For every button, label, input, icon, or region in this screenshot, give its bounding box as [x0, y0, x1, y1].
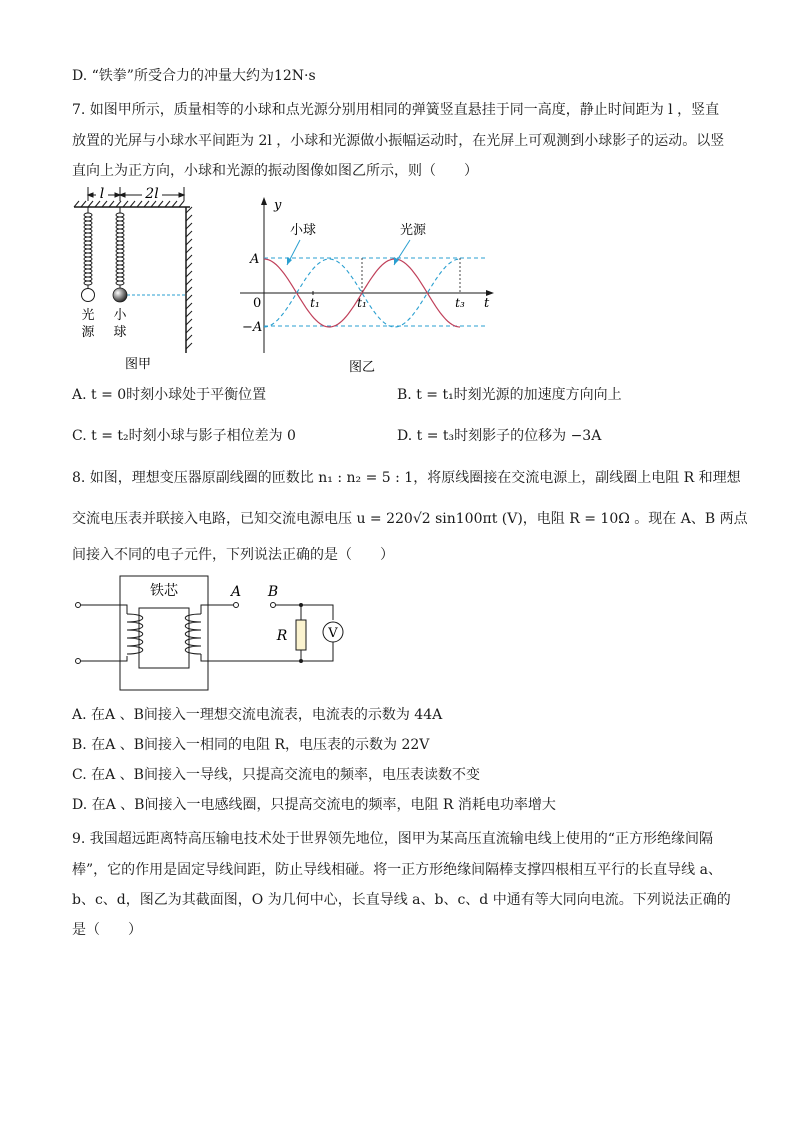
tick-t1: t₁ — [310, 296, 320, 310]
dim-l-label: l — [99, 186, 105, 202]
q7-stem-line-3: 直向上为正方向，小球和光源的振动图像如图乙所示，则（ ） — [72, 163, 478, 179]
q7-figure-b — [232, 193, 512, 373]
core-label: 铁芯 — [150, 583, 178, 599]
transformer-core-inner — [139, 608, 189, 668]
light-curve-label: 光源 — [400, 223, 427, 238]
q8-stem-line-3: 间接入不同的电子元件，下列说法正确的是（ ） — [72, 547, 394, 563]
light-source — [82, 289, 95, 302]
q9-stem-line-3: b、c、d，图乙为其截面图，O 为几何中心，长直导线 a、b、c、d 中通有等大同向电流。下列说法正确的 — [72, 892, 731, 908]
resistor-R — [296, 620, 306, 650]
terminal-B[interactable] — [271, 603, 276, 608]
q7-stem-line-2: 放置的光屏与小球水平间距为 2l ，小球和光源做小振幅运动时，在光屏上可观测到小球影子的运动。以竖 — [72, 133, 725, 149]
light-label-1: 光 — [81, 308, 95, 323]
screen-wall — [186, 207, 192, 353]
origin-label: 0 — [253, 296, 262, 311]
dim-2l-label: 2l — [145, 186, 159, 202]
q7-option-a: A. t = 0时刻小球处于平衡位置 — [72, 387, 267, 403]
voltmeter-label: V — [328, 626, 338, 641]
terminal-A[interactable] — [234, 603, 239, 608]
q7-option-c: C. t = t₂时刻小球与影子相位差为 0 — [72, 428, 296, 444]
q8-stem-line-2: 交流电压表并联接入电路，已知交流电源电压 u = 220√2 sin100πt (V)，电阻 R = 10Ω 。现在 A、B 两点 — [72, 511, 748, 527]
terminal-A-label: A — [230, 584, 242, 600]
A-label: A — [250, 252, 260, 267]
tick-t3: t₃ — [455, 296, 465, 310]
ball-label-2: 球 — [113, 325, 127, 340]
resistor-label: R — [276, 628, 288, 644]
secondary-coil — [185, 614, 201, 654]
ball-label-1: 小 — [113, 308, 127, 323]
q8-stem-line-1: 8. 如图，理想变压器原副线圈的匝数比 n₁ : n₂ = 5 : 1，将原线圈接在交流电源上，副线圈上电阻 R 和理想 — [72, 470, 741, 486]
light-label-2: 源 — [81, 325, 95, 340]
t-axis-label: t — [484, 296, 490, 311]
q7-option-d: D. t = t₃时刻影子的位移为 −3A — [397, 428, 602, 444]
fig-a-caption: 图甲 — [124, 357, 152, 372]
q8-option-a: A. 在A 、B间接入一理想交流电流表，电流表的示数为 44A — [72, 707, 443, 723]
q7-stem-line-1: 7. 如图甲所示，质量相等的小球和点光源分别用相同的弹簧竖直悬挂于同一高度，静止时间距为 l ，竖直 — [72, 102, 720, 118]
ball-curve-label: 小球 — [290, 223, 317, 238]
terminal-B-label: B — [267, 584, 279, 600]
primary-coil — [127, 614, 143, 654]
q9-stem-line-2: 棒”，它的作用是固定导线间距，防止导线相碰。将一正方形绝缘间隔棒支撑四根相互平行的长直导线 a、 — [72, 862, 722, 878]
spring-ball — [116, 207, 124, 289]
spring-light — [84, 207, 92, 289]
q9-stem-line-4: 是（ ） — [72, 922, 142, 938]
y-axis-label: y — [274, 198, 282, 213]
ceiling-hatch — [74, 201, 190, 207]
tick-t1-second: t₁ — [357, 296, 367, 310]
ball — [113, 288, 127, 302]
q7-figure-a — [60, 183, 210, 373]
q6-option-d: D. “铁拳”所受合力的冲量大约为12N·s — [72, 68, 316, 84]
q8-circuit — [70, 572, 350, 697]
q8-option-c: C. 在A 、B间接入一导线，只提高交流电的频率，电压表读数不变 — [72, 767, 480, 783]
q7-option-b: B. t = t₁时刻光源的加速度方向向上 — [397, 387, 622, 403]
negA-label: −A — [242, 320, 263, 335]
q8-option-d: D. 在A 、B间接入一电感线圈，只提高交流电的频率，电阻 R 消耗电功率增大 — [72, 797, 556, 813]
q8-option-b: B. 在A 、B间接入一相同的电阻 R，电压表的示数为 22V — [72, 737, 430, 753]
fig-b-caption: 图乙 — [348, 360, 376, 373]
q9-stem-line-1: 9. 我国超远距离特高压输电技术处于世界领先地位，图甲为某高压直流输电线上使用的“正方形绝缘间隔 — [72, 831, 713, 847]
